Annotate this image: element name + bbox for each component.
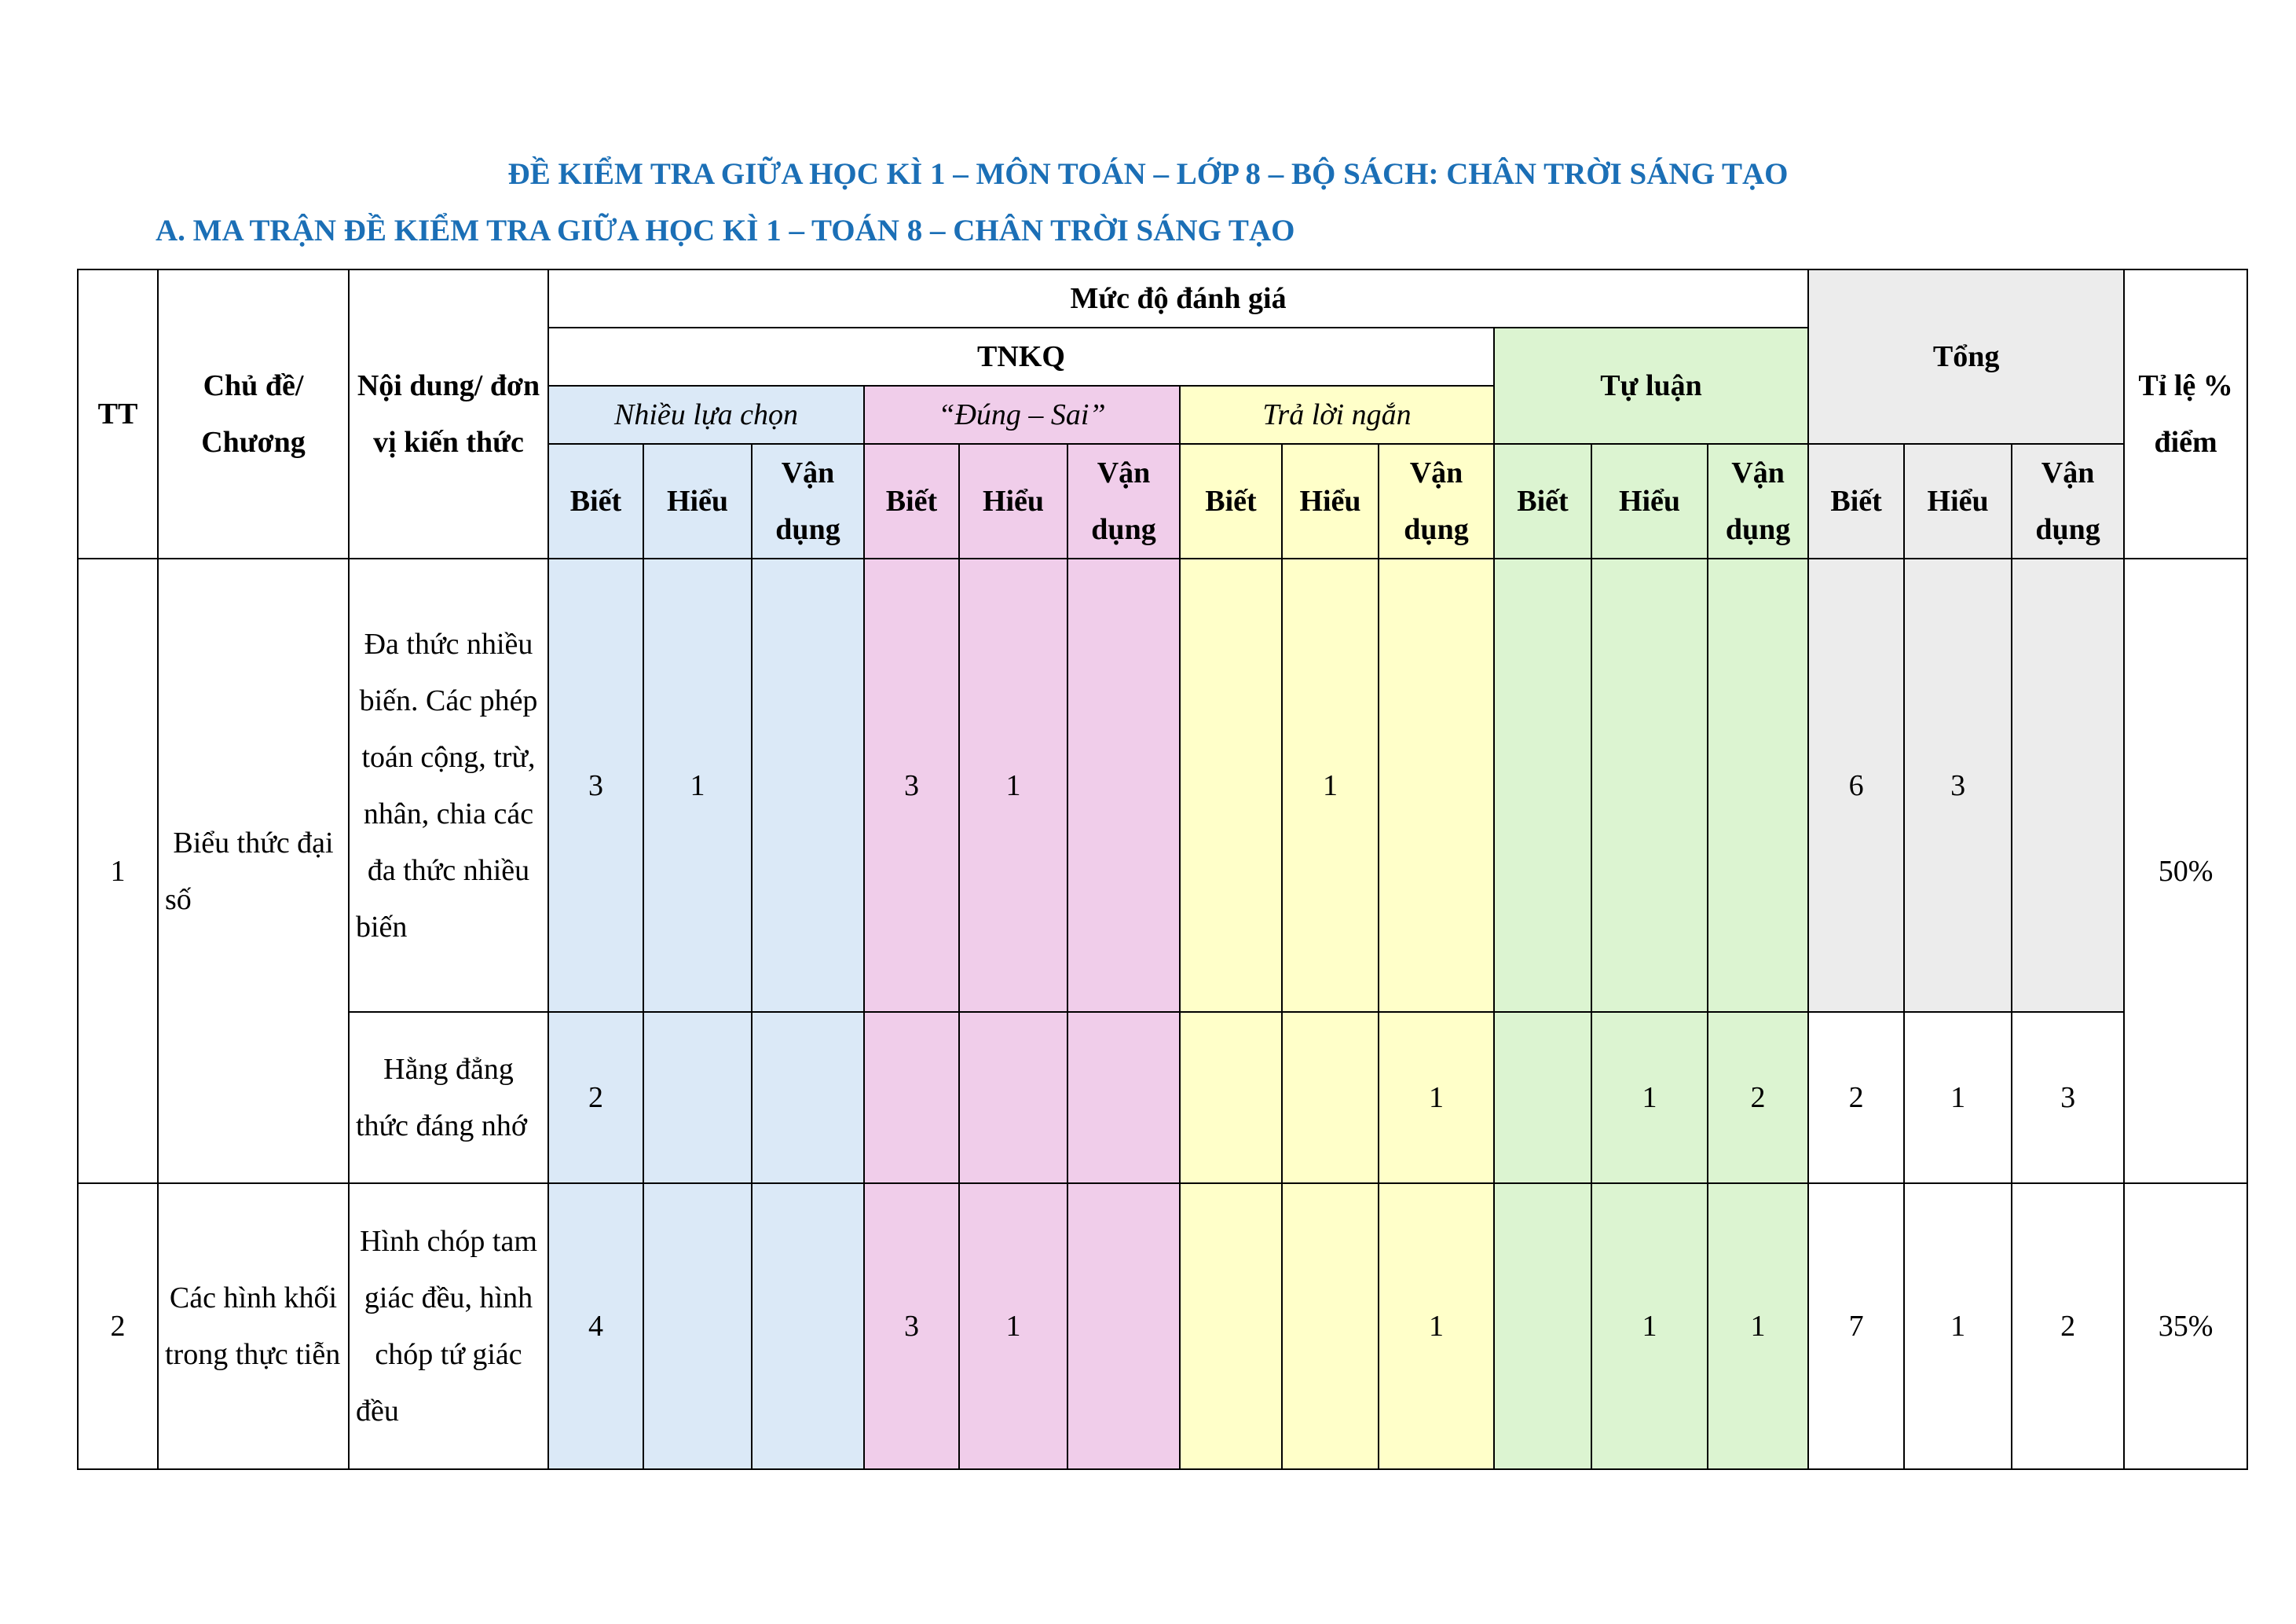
cell-value: 1 [1282, 559, 1379, 1012]
header-tt: TT [78, 269, 158, 559]
cell-value: 3 [864, 1183, 959, 1469]
cell-value [2012, 559, 2124, 1012]
cell-value [1282, 1012, 1379, 1183]
cell-value: 6 [1808, 559, 1904, 1012]
cell-value [643, 1183, 752, 1469]
cell-value [1067, 559, 1180, 1012]
cell-value: 1 [1379, 1012, 1494, 1183]
row-content: Hình chóp tam giác đều, hình chóp tứ giác đều [349, 1183, 548, 1469]
cell-value: 1 [1379, 1183, 1494, 1469]
header-tra-loi-ngan: Trả lời ngắn [1180, 386, 1494, 444]
cell-value [1180, 1183, 1282, 1469]
level-biet: Biết [548, 444, 643, 559]
cell-value [959, 1012, 1067, 1183]
header-tnkq: TNKQ [548, 328, 1494, 386]
header-chu-de: Chủ đề/ Chương [158, 269, 349, 559]
cell-value: 7 [1808, 1183, 1904, 1469]
cell-value [752, 1012, 864, 1183]
header-muc-do-danh-gia: Mức độ đánh giá [548, 269, 1808, 328]
cell-value: 1 [1904, 1183, 2012, 1469]
cell-value: 1 [1708, 1183, 1808, 1469]
assessment-matrix-table [77, 269, 2248, 1470]
level-van-dung: Vận dụng [2012, 444, 2124, 559]
level-biet: Biết [1808, 444, 1904, 559]
row-content: Đa thức nhiều biến. Các phép toán cộng, trừ, nhân, chia các đa thức nhiều biến [349, 559, 548, 1012]
cell-value [1379, 559, 1494, 1012]
header-noi-dung: Nội dung/ đơn vị kiến thức [349, 269, 548, 559]
row-ratio: 50% [2124, 559, 2247, 1183]
cell-value: 3 [1904, 559, 2012, 1012]
cell-value: 2 [548, 1012, 643, 1183]
cell-value: 1 [959, 1183, 1067, 1469]
level-hieu: Hiểu [1282, 444, 1379, 559]
cell-value [1708, 559, 1808, 1012]
row-ratio: 35% [2124, 1183, 2247, 1469]
level-hieu: Hiểu [643, 444, 752, 559]
section-heading: A. MA TRẬN ĐỀ KIỂM TRA GIỮA HỌC KÌ 1 – TOÁN 8 – CHÂN TRỜI SÁNG TẠO [156, 214, 1295, 247]
row-topic: Biểu thức đại số [158, 559, 349, 1183]
table-row [78, 1012, 2247, 1183]
row-tt: 2 [78, 1183, 158, 1469]
level-van-dung: Vận dụng [1708, 444, 1808, 559]
cell-value [1494, 1183, 1591, 1469]
cell-value: 1 [959, 559, 1067, 1012]
cell-value [1067, 1183, 1180, 1469]
level-biet: Biết [1180, 444, 1282, 559]
cell-value [1180, 559, 1282, 1012]
cell-value [1180, 1012, 1282, 1183]
table-row [78, 559, 2247, 1012]
cell-value [1282, 1183, 1379, 1469]
cell-value [752, 1183, 864, 1469]
cell-value [643, 1012, 752, 1183]
level-van-dung: Vận dụng [752, 444, 864, 559]
cell-value: 3 [864, 559, 959, 1012]
table-row [78, 1183, 2247, 1469]
cell-value: 1 [1591, 1183, 1708, 1469]
level-biet: Biết [864, 444, 959, 559]
cell-value: 1 [643, 559, 752, 1012]
header-tu-luan: Tự luận [1494, 328, 1808, 444]
header-dung-sai: “Đúng – Sai” [864, 386, 1180, 444]
cell-value: 2 [2012, 1183, 2124, 1469]
level-van-dung: Vận dụng [1379, 444, 1494, 559]
cell-value: 2 [1808, 1012, 1904, 1183]
cell-value [1494, 559, 1591, 1012]
cell-value: 3 [548, 559, 643, 1012]
level-van-dung: Vận dụng [1067, 444, 1180, 559]
level-hieu: Hiểu [1591, 444, 1708, 559]
header-nhieu-lua-chon: Nhiều lựa chọn [548, 386, 864, 444]
level-hieu: Hiểu [1904, 444, 2012, 559]
cell-value [752, 559, 864, 1012]
level-hieu: Hiểu [959, 444, 1067, 559]
cell-value: 3 [2012, 1012, 2124, 1183]
level-biet: Biết [1494, 444, 1591, 559]
cell-value [1591, 559, 1708, 1012]
cell-value [864, 1012, 959, 1183]
row-content: Hằng đẳng thức đáng nhớ [349, 1012, 548, 1183]
row-topic: Các hình khối trong thực tiễn [158, 1183, 349, 1469]
cell-value [1494, 1012, 1591, 1183]
cell-value: 2 [1708, 1012, 1808, 1183]
cell-value: 1 [1591, 1012, 1708, 1183]
document-title: ĐỀ KIỂM TRA GIỮA HỌC KÌ 1 – MÔN TOÁN – LỚP 8 – BỘ SÁCH: CHÂN TRỜI SÁNG TẠO [507, 157, 1789, 191]
cell-value [1067, 1012, 1180, 1183]
header-ti-le: Tỉ lệ % điểm [2124, 269, 2247, 559]
cell-value: 1 [1904, 1012, 2012, 1183]
row-tt: 1 [78, 559, 158, 1183]
header-tong: Tổng [1808, 269, 2124, 444]
cell-value: 4 [548, 1183, 643, 1469]
